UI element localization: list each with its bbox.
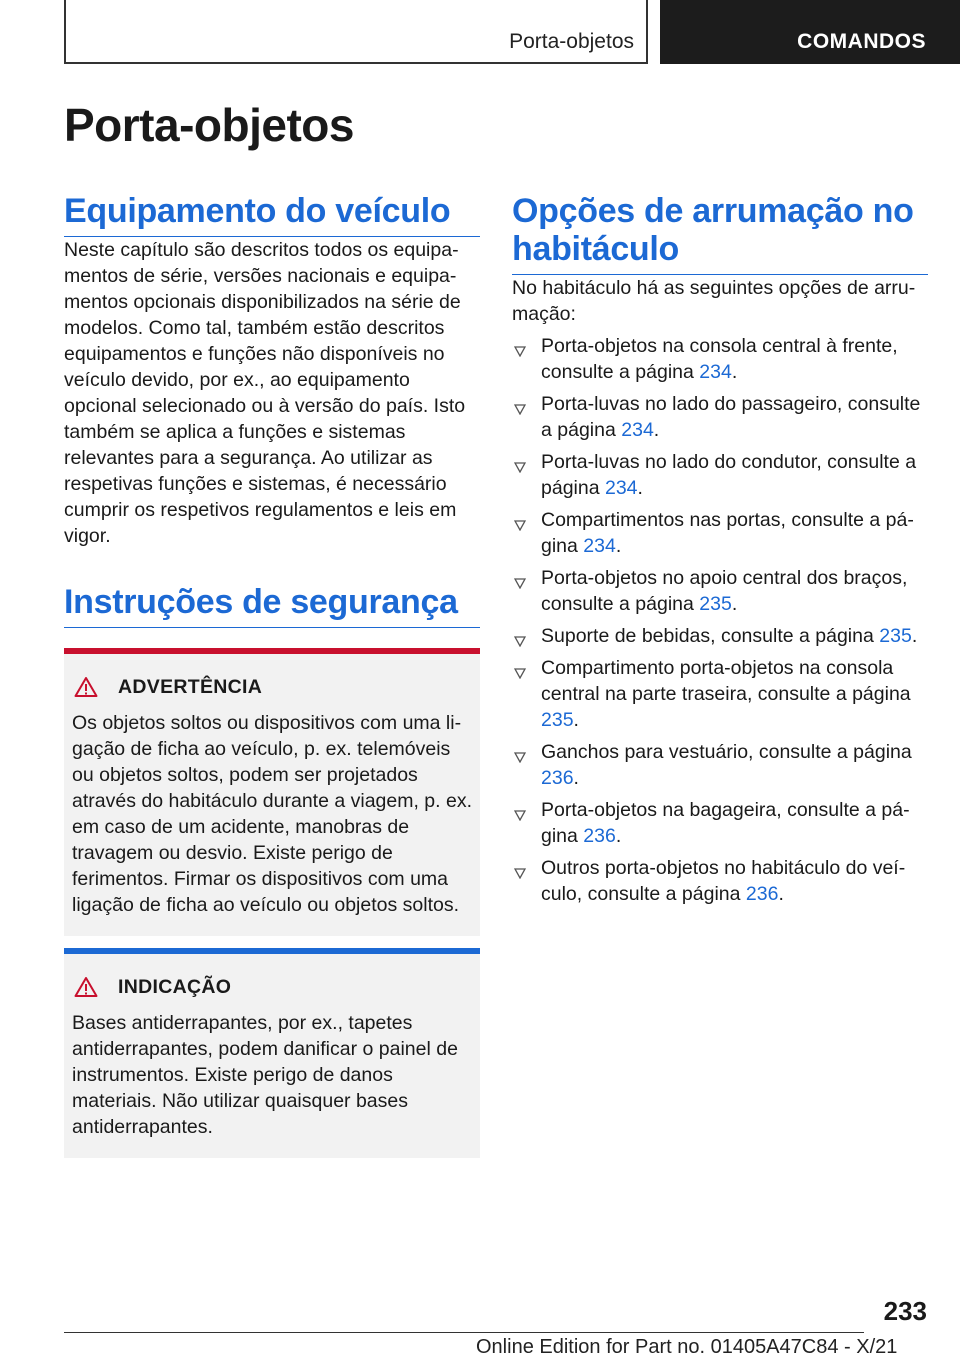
notice-title: INDICAÇÃO <box>118 975 232 998</box>
heading-safety: Instruções de segurança <box>64 583 480 628</box>
triangle-bullet-icon <box>514 570 526 582</box>
triangle-bullet-icon <box>514 744 526 756</box>
list-item: Porta-objetos na consola central à frente, consulte a página 234. <box>512 333 928 385</box>
list-item-text: Porta-objetos no apoio central dos braços, consulte a página <box>541 567 908 615</box>
page-link[interactable]: 234 <box>583 535 616 557</box>
notice-text: Bases antiderrapantes, por ex., tapetes antiderrapantes, podem danificar o painel de instrumentos. Existe perigo de danos materiais. Não utilizar quaisquer bases antiderrapantes. <box>72 1012 458 1138</box>
list-item: Compartimento porta-objetos na consola central na parte traseira, consulte a página 235. <box>512 655 928 733</box>
page-link[interactable]: 234 <box>604 477 638 499</box>
page-link[interactable]: 235 <box>699 593 732 615</box>
left-column <box>64 192 480 1158</box>
warning-box <box>64 648 480 936</box>
page-link[interactable]: 236 <box>745 883 779 905</box>
triangle-bullet-icon <box>514 802 526 814</box>
list-item-text: Ganchos para vestuário, consulte a página <box>541 741 912 763</box>
triangle-bullet-icon <box>514 396 526 408</box>
list-item: Porta-luvas no lado do condutor, consulte a página 234. <box>512 449 928 501</box>
page-link[interactable]: 234 <box>699 361 732 383</box>
triangle-bullet-icon <box>514 660 526 672</box>
page-link[interactable]: 235 <box>541 709 574 731</box>
triangle-bullet-icon <box>514 512 526 524</box>
storage-intro: No habitáculo há as seguintes opções de arrumação: <box>512 277 916 325</box>
list-item: Porta-objetos na bagageira, consulte a página 236. <box>512 797 928 849</box>
triangle-bullet-icon <box>514 454 526 466</box>
list-item: Ganchos para vestuário, consulte a página 236. <box>512 739 928 791</box>
list-item: Porta-luvas no lado do passageiro, consulte a página 234. <box>512 391 928 443</box>
section-tab <box>64 0 648 64</box>
page-link[interactable]: 234 <box>621 419 654 441</box>
page-number: 233 <box>883 1296 927 1326</box>
notice-header <box>72 972 472 1002</box>
triangle-bullet-icon <box>514 860 526 872</box>
chapter-tab <box>660 0 960 64</box>
page-link[interactable]: 236 <box>541 767 574 789</box>
list-item-text: Compartimentos nas portas, consulte a página <box>541 509 914 557</box>
warning-text: Os objetos soltos ou dispositivos com uma ligação de ficha ao veículo, p. ex. telemóveis ou objetos soltos, podem ser projetados através do habitáculo durante a viagem, p. ex. em caso de um acidente, manobras de travagem ou desvio. Existe perigo de ferimentos. Firmar os dispositivos com uma ligação de ficha ao veículo ou objetos soltos. <box>72 712 472 916</box>
list-item-text: Porta-luvas no lado do condutor, consulte a página <box>541 451 917 499</box>
page-header <box>0 0 960 66</box>
triangle-bullet-icon <box>514 338 526 350</box>
list-item-text: Outros porta-objetos no habitáculo do veículo, consulte a página <box>541 857 906 905</box>
footer-divider <box>64 1332 864 1333</box>
edition-note: Online Edition for Part no. 01405A47C84 - X/21 <box>476 1336 898 1358</box>
list-item: Suporte de bebidas, consulte a página 235. <box>512 623 928 649</box>
warning-title: ADVERTÊNCIA <box>118 675 263 698</box>
triangle-bullet-icon <box>514 628 526 640</box>
heading-equipment: Equipamento do veículo <box>64 192 480 237</box>
page-title: Porta-objetos <box>64 99 354 151</box>
equipment-paragraph: Neste capítulo são descritos todos os equipamentos de série, versões nacionais e equipamentos opcionais disponibilizados na série de modelos. Como tal, também estão descritos equipamentos e funções não disponíveis no veículo devido, por ex., ao equipamento opcional selecionado ou à versão do país. Isto também se aplica a funções e sistemas relevantes para a segurança. Ao utilizar as respetivas funções e sistemas, é necessário cumprir os respetivos regulamentos e leis em vigor. <box>64 239 466 547</box>
list-item: Porta-objetos no apoio central dos braços, consulte a página 235. <box>512 565 928 617</box>
heading-storage-options: Opções de arrumação no habitáculo <box>512 192 928 275</box>
list-item: Outros porta-objetos no habitáculo do veículo, consulte a página 236. <box>512 855 928 907</box>
warning-triangle-icon <box>72 674 118 700</box>
warning-header <box>72 672 472 702</box>
section-label: Porta-objetos <box>509 30 634 53</box>
chapter-label: COMANDOS <box>797 30 926 53</box>
page-link[interactable]: 236 <box>583 825 616 847</box>
list-item: Compartimentos nas portas, consulte a página 234. <box>512 507 928 559</box>
list-item-text: Porta-luvas no lado do passageiro, consulte a página <box>541 393 921 441</box>
list-item-text: Suporte de bebidas, consulte a página <box>541 625 880 647</box>
notice-box <box>64 948 480 1158</box>
warning-triangle-icon <box>72 974 118 1000</box>
storage-list <box>512 333 928 907</box>
list-item-text: Compartimento porta-objetos na consola central na parte traseira, consulte a página <box>541 657 911 705</box>
list-item-text: Porta-objetos na bagageira, consulte a página <box>541 799 910 847</box>
list-item-text: Porta-objetos na consola central à frente, consulte a página <box>541 335 898 383</box>
right-column <box>512 192 928 907</box>
page-link[interactable]: 235 <box>879 625 912 647</box>
